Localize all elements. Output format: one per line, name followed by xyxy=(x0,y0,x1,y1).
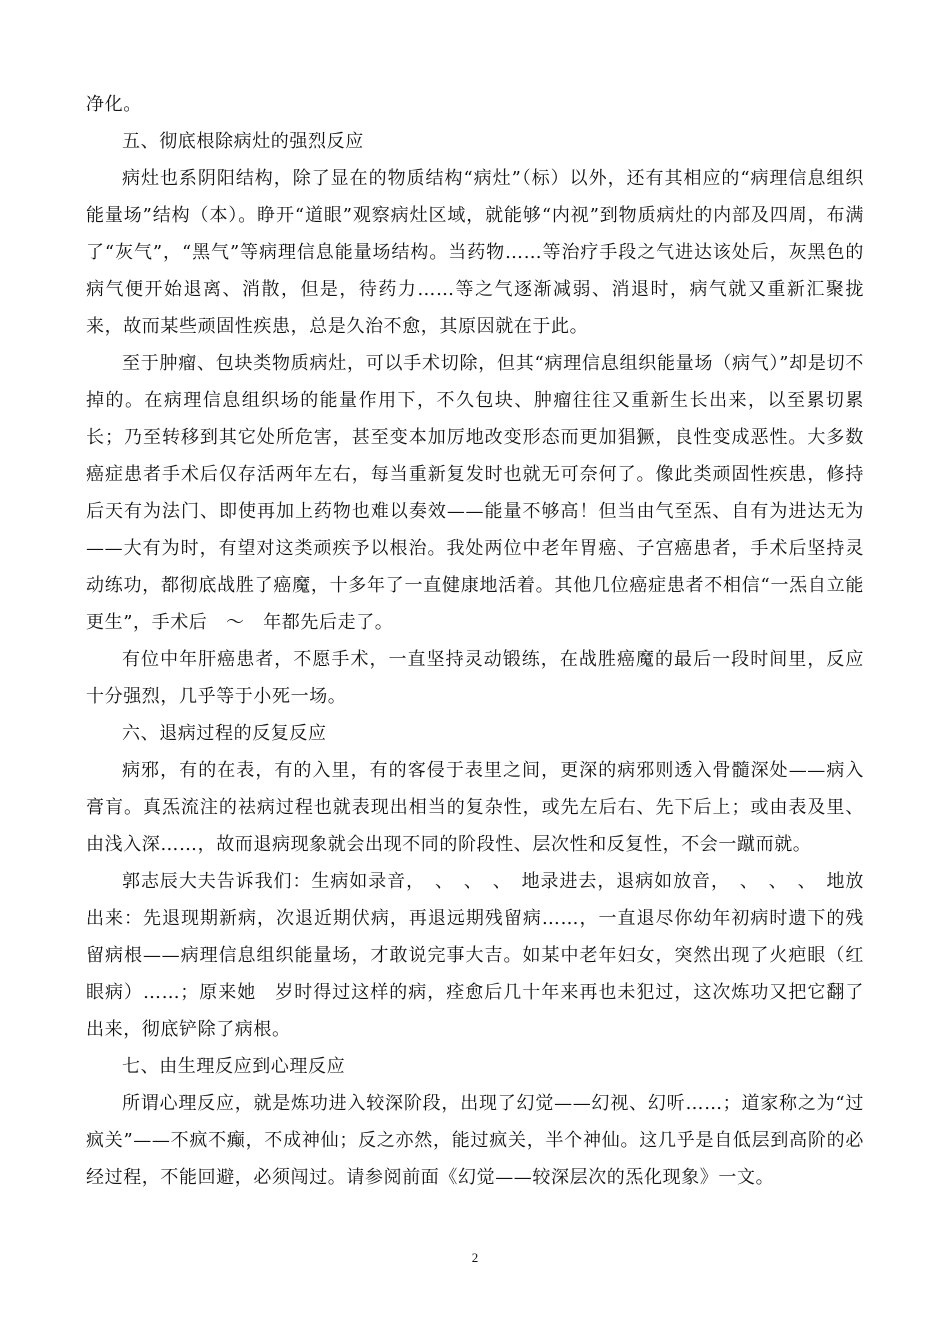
section-heading-5: 五、彻底根除病灶的强烈反应 xyxy=(122,131,364,152)
paragraph: 所谓心理反应，就是炼功进入较深阶段，出现了幻觉——幻视、幻听……；道家称之为“过疯关”——不疯不癫，不成神仙；反之亦然，能过疯关，半个神仙。这几乎是自低层到高阶的必经过程，不能回避，必须闯过。请参阅前面《幻觉——较深层次的炁化现象》一文。 xyxy=(86,1093,864,1188)
section-heading-7: 七、由生理反应到心理反应 xyxy=(122,1056,346,1077)
paragraph: 郭志辰大夫告诉我们：生病如录音， 、 、 、 地录进去，退病如放音， 、 、 、 地放出来：先退现期新病，次退近期伏病，再退远期残留病……，一直退尽你幼年初病时遗下的残留病根——病理信息组织能量场，才敢说完事大吉。如某中老年妇女，突然出现了火疤眼（红眼病）……；原来她 岁时得过这样的病，痊愈后几十年来再也未犯过，这次炼功又把它翻了出来，彻底铲除了病根。 xyxy=(86,871,864,1040)
paragraph-continuation: 净化。 xyxy=(86,94,142,115)
paragraph: 有位中年肝癌患者，不愿手术，一直坚持灵动锻练，在战胜癌魔的最后一段时间里，反应十分强烈，几乎等于小死一场。 xyxy=(86,649,864,707)
paragraph: 病邪，有的在表，有的入里，有的客侵于表里之间，更深的病邪则透入骨髓深处——病入膏肓。真炁流注的祛病过程也就表现出相当的复杂性，或先左后右、先下后上；或由表及里、由浅入深……，故而退病现象就会出现不同的阶段性、层次性和反复性，不会一蹴而就。 xyxy=(86,760,864,855)
paragraph: 至于肿瘤、包块类物质病灶，可以手术切除，但其“病理信息组织能量场（病气）”却是切不掉的。在病理信息组织场的能量作用下，不久包块、肿瘤往往又重新生长出来，以至累切累长；乃至转移到其它处所危害，甚至变本加厉地改变形态而更加猖獗，良性变成恶性。大多数癌症患者手术后仅存活两年左右，每当重新复发时也就无可奈何了。像此类顽固性疾患，修持后天有为法门、即使再加上药物也难以奏效——能量不够高！但当由气至炁、自有为进达无为——大有为时，有望对这类顽疾予以根治。我处两位中老年胃癌、子宫癌患者，手术后坚持灵动练功，都彻底战胜了癌魔，十多年了一直健康地活着。其他几位癌症患者不相信“一炁自立能更生”，手术后 ～ 年都先后走了。 xyxy=(86,353,864,633)
section-heading-6: 六、退病过程的反复反应 xyxy=(122,723,327,744)
page-number: 2 xyxy=(471,1250,479,1265)
paragraph: 病灶也系阴阳结构，除了显在的物质结构“病灶”（标）以外，还有其相应的“病理信息组织能量场”结构（本）。睁开“道眼”观察病灶区域，就能够“内视”到物质病灶的内部及四周，布满了“灰气”，“黑气”等病理信息能量场结构。当药物……等治疗手段之气进达该处后，灰黑色的病气便开始退离、消散，但是，待药力……等之气逐渐减弱、消退时，病气就又重新汇聚拢来，故而某些顽固性疾患，总是久治不愈，其原因就在于此。 xyxy=(86,168,864,337)
document-body xyxy=(86,86,864,1196)
